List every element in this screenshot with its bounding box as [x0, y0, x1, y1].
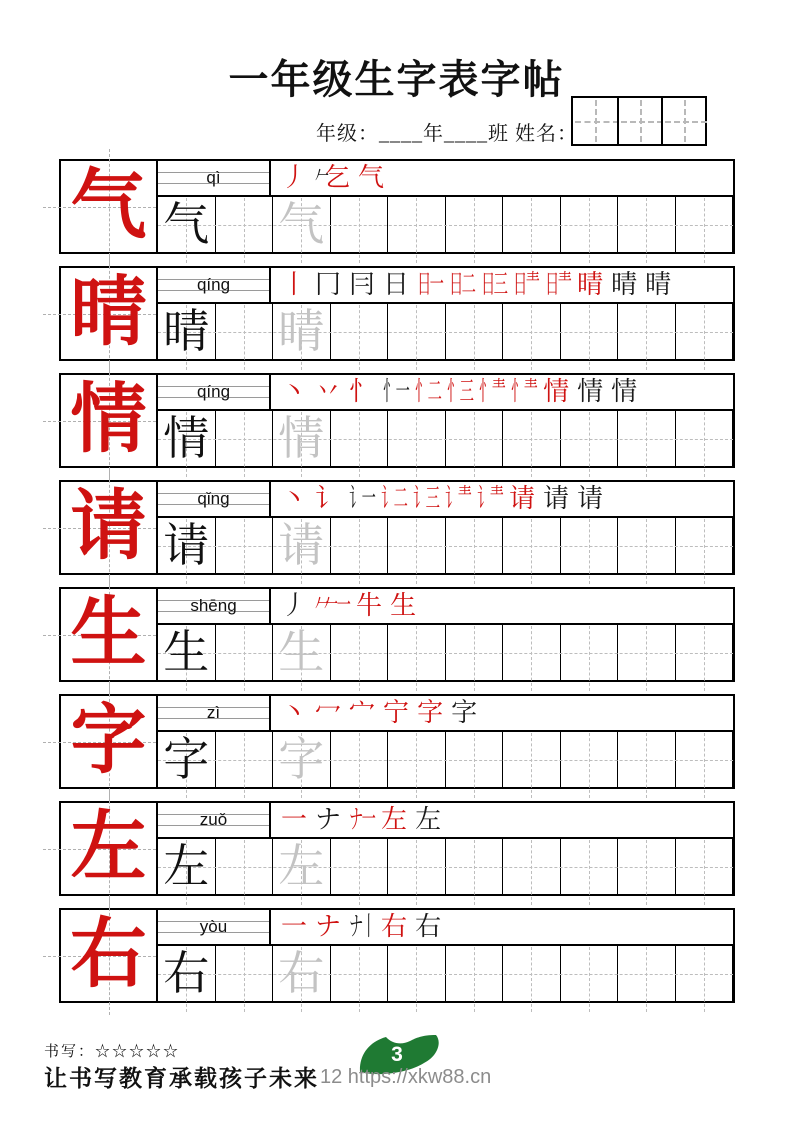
stroke-step: 请	[509, 484, 536, 513]
stroke-step: 冖	[315, 698, 342, 727]
practice-cell	[676, 197, 734, 252]
stroke-step: 忄	[349, 377, 376, 406]
practice-cell	[618, 946, 676, 1001]
practice-cell	[618, 732, 676, 787]
stroke-step: 宁	[383, 698, 410, 727]
practice-cell	[561, 197, 619, 252]
pinyin-box	[158, 161, 271, 195]
model-character: 右	[70, 913, 147, 997]
practice-cell	[273, 732, 331, 787]
model-character-cell	[61, 482, 158, 573]
stroke-step: 日一	[417, 270, 443, 299]
model-character-cell	[61, 803, 158, 894]
practice-row	[158, 839, 733, 894]
practice-cell	[618, 518, 676, 573]
trace-character-gray: 晴	[278, 306, 325, 357]
model-character: 请	[70, 485, 147, 569]
practice-cell	[676, 518, 734, 573]
practice-cell	[561, 625, 619, 680]
practice-cell	[388, 411, 446, 466]
practice-cell	[446, 839, 504, 894]
stroke-step: 字	[417, 698, 444, 727]
stroke-step: 忄一	[383, 377, 409, 406]
page-title: 一年级生字表字帖	[228, 57, 565, 102]
practice-cell	[503, 304, 561, 359]
row-right-area	[158, 161, 733, 252]
trace-character-gray: 字	[278, 734, 325, 785]
row-right-area	[158, 268, 733, 359]
stroke-steps	[271, 696, 733, 730]
copy-character-black: 气	[163, 199, 210, 250]
pinyin: qǐng	[197, 489, 230, 508]
grid-cell	[661, 98, 705, 144]
pinyin-box	[158, 482, 271, 516]
practice-cell	[676, 625, 734, 680]
stroke-step: 生	[390, 591, 417, 620]
practice-cell	[158, 732, 216, 787]
practice-row	[158, 304, 733, 359]
practice-cell	[561, 518, 619, 573]
stroke-steps	[271, 482, 733, 516]
model-character: 晴	[70, 271, 147, 355]
stroke-step: 乞	[324, 163, 351, 192]
practice-cell	[216, 839, 274, 894]
practice-cell	[216, 411, 274, 466]
stroke-step: 𠂉	[315, 591, 328, 620]
grid-cell	[617, 98, 661, 144]
copy-character-black: 情	[163, 413, 210, 464]
stroke-step: 日二	[449, 270, 475, 299]
stroke-step: 气	[358, 163, 385, 192]
pinyin-box	[158, 910, 271, 944]
row-right-area	[158, 803, 733, 894]
pinyin: qì	[206, 168, 221, 187]
practice-cell	[216, 732, 274, 787]
practice-cell	[158, 946, 216, 1001]
row-top-strip	[158, 161, 733, 197]
practice-cell	[273, 839, 331, 894]
model-character: 情	[70, 378, 147, 462]
row-top-strip	[158, 910, 733, 946]
practice-cell	[446, 304, 504, 359]
stroke-steps	[271, 375, 733, 409]
practice-cell	[331, 946, 389, 1001]
model-character: 左	[70, 806, 147, 890]
practice-cell	[331, 197, 389, 252]
stroke-step: 讠三	[413, 484, 439, 513]
practice-cell	[388, 304, 446, 359]
pinyin-box	[158, 803, 271, 837]
stroke-step: 冂	[315, 270, 342, 299]
practice-cell	[503, 411, 561, 466]
model-character: 气	[70, 164, 147, 248]
practice-cell	[503, 625, 561, 680]
stroke-step: 丷	[315, 377, 342, 406]
stroke-step: 情	[577, 377, 604, 406]
practice-cell	[388, 518, 446, 573]
stroke-step: 右	[381, 912, 408, 941]
practice-cell	[331, 304, 389, 359]
character-row	[59, 801, 735, 896]
stroke-step: 情	[543, 377, 570, 406]
practice-cell	[273, 625, 331, 680]
stroke-step: 日三	[481, 270, 507, 299]
stroke-step: 一	[281, 805, 308, 834]
stroke-step: 左	[415, 805, 442, 834]
practice-cell	[618, 625, 676, 680]
row-right-area	[158, 482, 733, 573]
stroke-steps	[271, 161, 733, 195]
pinyin-box	[158, 375, 271, 409]
row-right-area	[158, 375, 733, 466]
practice-cell	[273, 304, 331, 359]
row-top-strip	[158, 696, 733, 732]
page-number: 3	[391, 1043, 403, 1066]
practice-cell	[503, 732, 561, 787]
stroke-step: 讠龶	[477, 484, 503, 513]
stroke-step: 宀	[349, 698, 376, 727]
model-character-cell	[61, 375, 158, 466]
stroke-step: 一	[281, 912, 308, 941]
practice-cell	[561, 411, 619, 466]
model-character-cell	[61, 268, 158, 359]
copy-character-black: 字	[163, 734, 210, 785]
practice-cell	[273, 411, 331, 466]
practice-cell	[158, 839, 216, 894]
stroke-step: 𠂉一	[324, 591, 350, 620]
stroke-step: 请	[543, 484, 570, 513]
trace-character-gray: 请	[278, 520, 325, 571]
practice-cell	[216, 304, 274, 359]
practice-cell	[676, 304, 734, 359]
row-top-strip	[158, 268, 733, 304]
stroke-step: 讠一	[349, 484, 375, 513]
stroke-step: 忄二	[415, 377, 441, 406]
practice-cell	[388, 839, 446, 894]
model-character-cell	[61, 589, 158, 680]
practice-row	[158, 411, 733, 466]
practice-row	[158, 732, 733, 787]
practice-cell	[676, 946, 734, 1001]
character-row	[59, 587, 735, 682]
practice-cell	[561, 839, 619, 894]
practice-cell	[158, 197, 216, 252]
character-row	[59, 159, 735, 254]
copy-character-black: 生	[163, 627, 210, 678]
pinyin: shēng	[190, 596, 237, 615]
stroke-step: 右	[415, 912, 442, 941]
stroke-step: 晴	[611, 270, 638, 299]
stroke-step: 丶	[281, 377, 308, 406]
stroke-step: 丶	[281, 484, 308, 513]
practice-cell	[503, 839, 561, 894]
stroke-steps	[271, 589, 733, 623]
stroke-step: 讠二	[381, 484, 407, 513]
practice-cell	[446, 732, 504, 787]
row-right-area	[158, 589, 733, 680]
practice-row	[158, 625, 733, 680]
character-row	[59, 480, 735, 575]
stroke-step: 字	[451, 698, 478, 727]
practice-cell	[618, 411, 676, 466]
practice-cell	[446, 518, 504, 573]
practice-cell	[446, 946, 504, 1001]
practice-cell	[273, 197, 331, 252]
stroke-step: 牛	[356, 591, 383, 620]
pinyin: zuǒ	[199, 810, 228, 829]
practice-cell	[676, 411, 734, 466]
practice-row	[158, 946, 733, 1001]
stroke-step: 晴	[645, 270, 672, 299]
student-info-line: 年级：____年____班 姓名：	[316, 123, 578, 145]
model-character: 生	[70, 592, 147, 676]
model-character-cell	[61, 910, 158, 1001]
practice-cell	[388, 946, 446, 1001]
stroke-steps	[271, 268, 733, 302]
trace-character-gray: 气	[278, 199, 325, 250]
stroke-step: 请	[577, 484, 604, 513]
stroke-step: 丶	[281, 698, 308, 727]
pinyin: qíng	[196, 275, 231, 294]
practice-cell	[216, 518, 274, 573]
pinyin: qíng	[196, 382, 231, 401]
practice-cell	[503, 518, 561, 573]
stroke-step: 忄龶	[479, 377, 505, 406]
character-rows	[59, 159, 735, 1015]
stroke-step: 丿	[281, 163, 308, 192]
practice-cell	[158, 411, 216, 466]
pinyin: yòu	[199, 917, 228, 936]
row-top-strip	[158, 803, 733, 839]
stroke-step: 晴	[577, 270, 604, 299]
stroke-step: 丿	[281, 591, 308, 620]
grid-cell	[573, 98, 617, 144]
trace-character-gray: 右	[278, 948, 325, 999]
practice-cell	[676, 732, 734, 787]
writing-rating: 书写：☆☆☆☆☆	[44, 1044, 181, 1060]
practice-cell	[388, 197, 446, 252]
practice-cell	[158, 625, 216, 680]
name-practice-grid	[571, 96, 707, 146]
practice-cell	[273, 946, 331, 1001]
row-right-area	[158, 696, 733, 787]
practice-cell	[676, 839, 734, 894]
practice-cell	[503, 946, 561, 1001]
practice-cell	[446, 625, 504, 680]
copy-character-black: 请	[163, 520, 210, 571]
stroke-step: 𠂉	[315, 163, 328, 192]
practice-cell	[561, 732, 619, 787]
pinyin: zì	[206, 703, 221, 722]
character-row	[59, 373, 735, 468]
practice-row	[158, 518, 733, 573]
pinyin-box	[158, 589, 271, 623]
stroke-step: ナ	[315, 805, 342, 834]
row-right-area	[158, 910, 733, 1001]
row-top-strip	[158, 375, 733, 411]
practice-cell	[618, 839, 676, 894]
practice-cell	[158, 304, 216, 359]
practice-cell	[561, 946, 619, 1001]
practice-cell	[216, 946, 274, 1001]
practice-cell	[331, 732, 389, 787]
trace-character-gray: 生	[278, 627, 325, 678]
stroke-step: 忄龶	[511, 377, 537, 406]
model-character-cell	[61, 161, 158, 252]
stroke-step: 日龶	[513, 270, 539, 299]
stroke-step: 丨	[281, 270, 308, 299]
copy-character-black: 晴	[163, 306, 210, 357]
footer-url: 12 https://xkw88.cn	[320, 1066, 492, 1088]
stroke-step: 讠	[315, 484, 342, 513]
trace-character-gray: 情	[278, 413, 325, 464]
model-character-cell	[61, 696, 158, 787]
stroke-step: 左	[381, 805, 408, 834]
stroke-step: 冃	[349, 270, 376, 299]
stroke-step: ナ	[315, 912, 342, 941]
stroke-steps	[271, 803, 733, 837]
practice-cell	[216, 625, 274, 680]
practice-cell	[388, 732, 446, 787]
stroke-step: 情	[611, 377, 638, 406]
practice-row	[158, 197, 733, 252]
practice-cell	[618, 197, 676, 252]
practice-cell	[331, 625, 389, 680]
practice-cell	[331, 518, 389, 573]
character-row	[59, 266, 735, 361]
pinyin-box	[158, 696, 271, 730]
stroke-step: 日	[383, 270, 410, 299]
stroke-step: 讠龶	[445, 484, 471, 513]
footer-slogan: 让书写教育承载孩子未来	[44, 1066, 319, 1091]
character-row	[59, 908, 735, 1003]
practice-cell	[273, 518, 331, 573]
practice-cell	[331, 411, 389, 466]
stroke-step: ナ丨	[349, 912, 375, 941]
practice-cell	[331, 839, 389, 894]
stroke-step: ナ一	[349, 805, 375, 834]
practice-cell	[216, 197, 274, 252]
practice-cell	[503, 197, 561, 252]
character-row	[59, 694, 735, 789]
practice-cell	[561, 304, 619, 359]
pinyin-box	[158, 268, 271, 302]
row-top-strip	[158, 482, 733, 518]
trace-character-gray: 左	[278, 841, 325, 892]
copy-character-black: 左	[163, 841, 210, 892]
stroke-step: 日龶	[545, 270, 571, 299]
stroke-step: 忄三	[447, 377, 473, 406]
stroke-steps	[271, 910, 733, 944]
copy-character-black: 右	[163, 948, 210, 999]
model-character: 字	[70, 699, 147, 783]
practice-cell	[446, 197, 504, 252]
practice-cell	[158, 518, 216, 573]
practice-cell	[446, 411, 504, 466]
practice-cell	[618, 304, 676, 359]
row-top-strip	[158, 589, 733, 625]
practice-cell	[388, 625, 446, 680]
